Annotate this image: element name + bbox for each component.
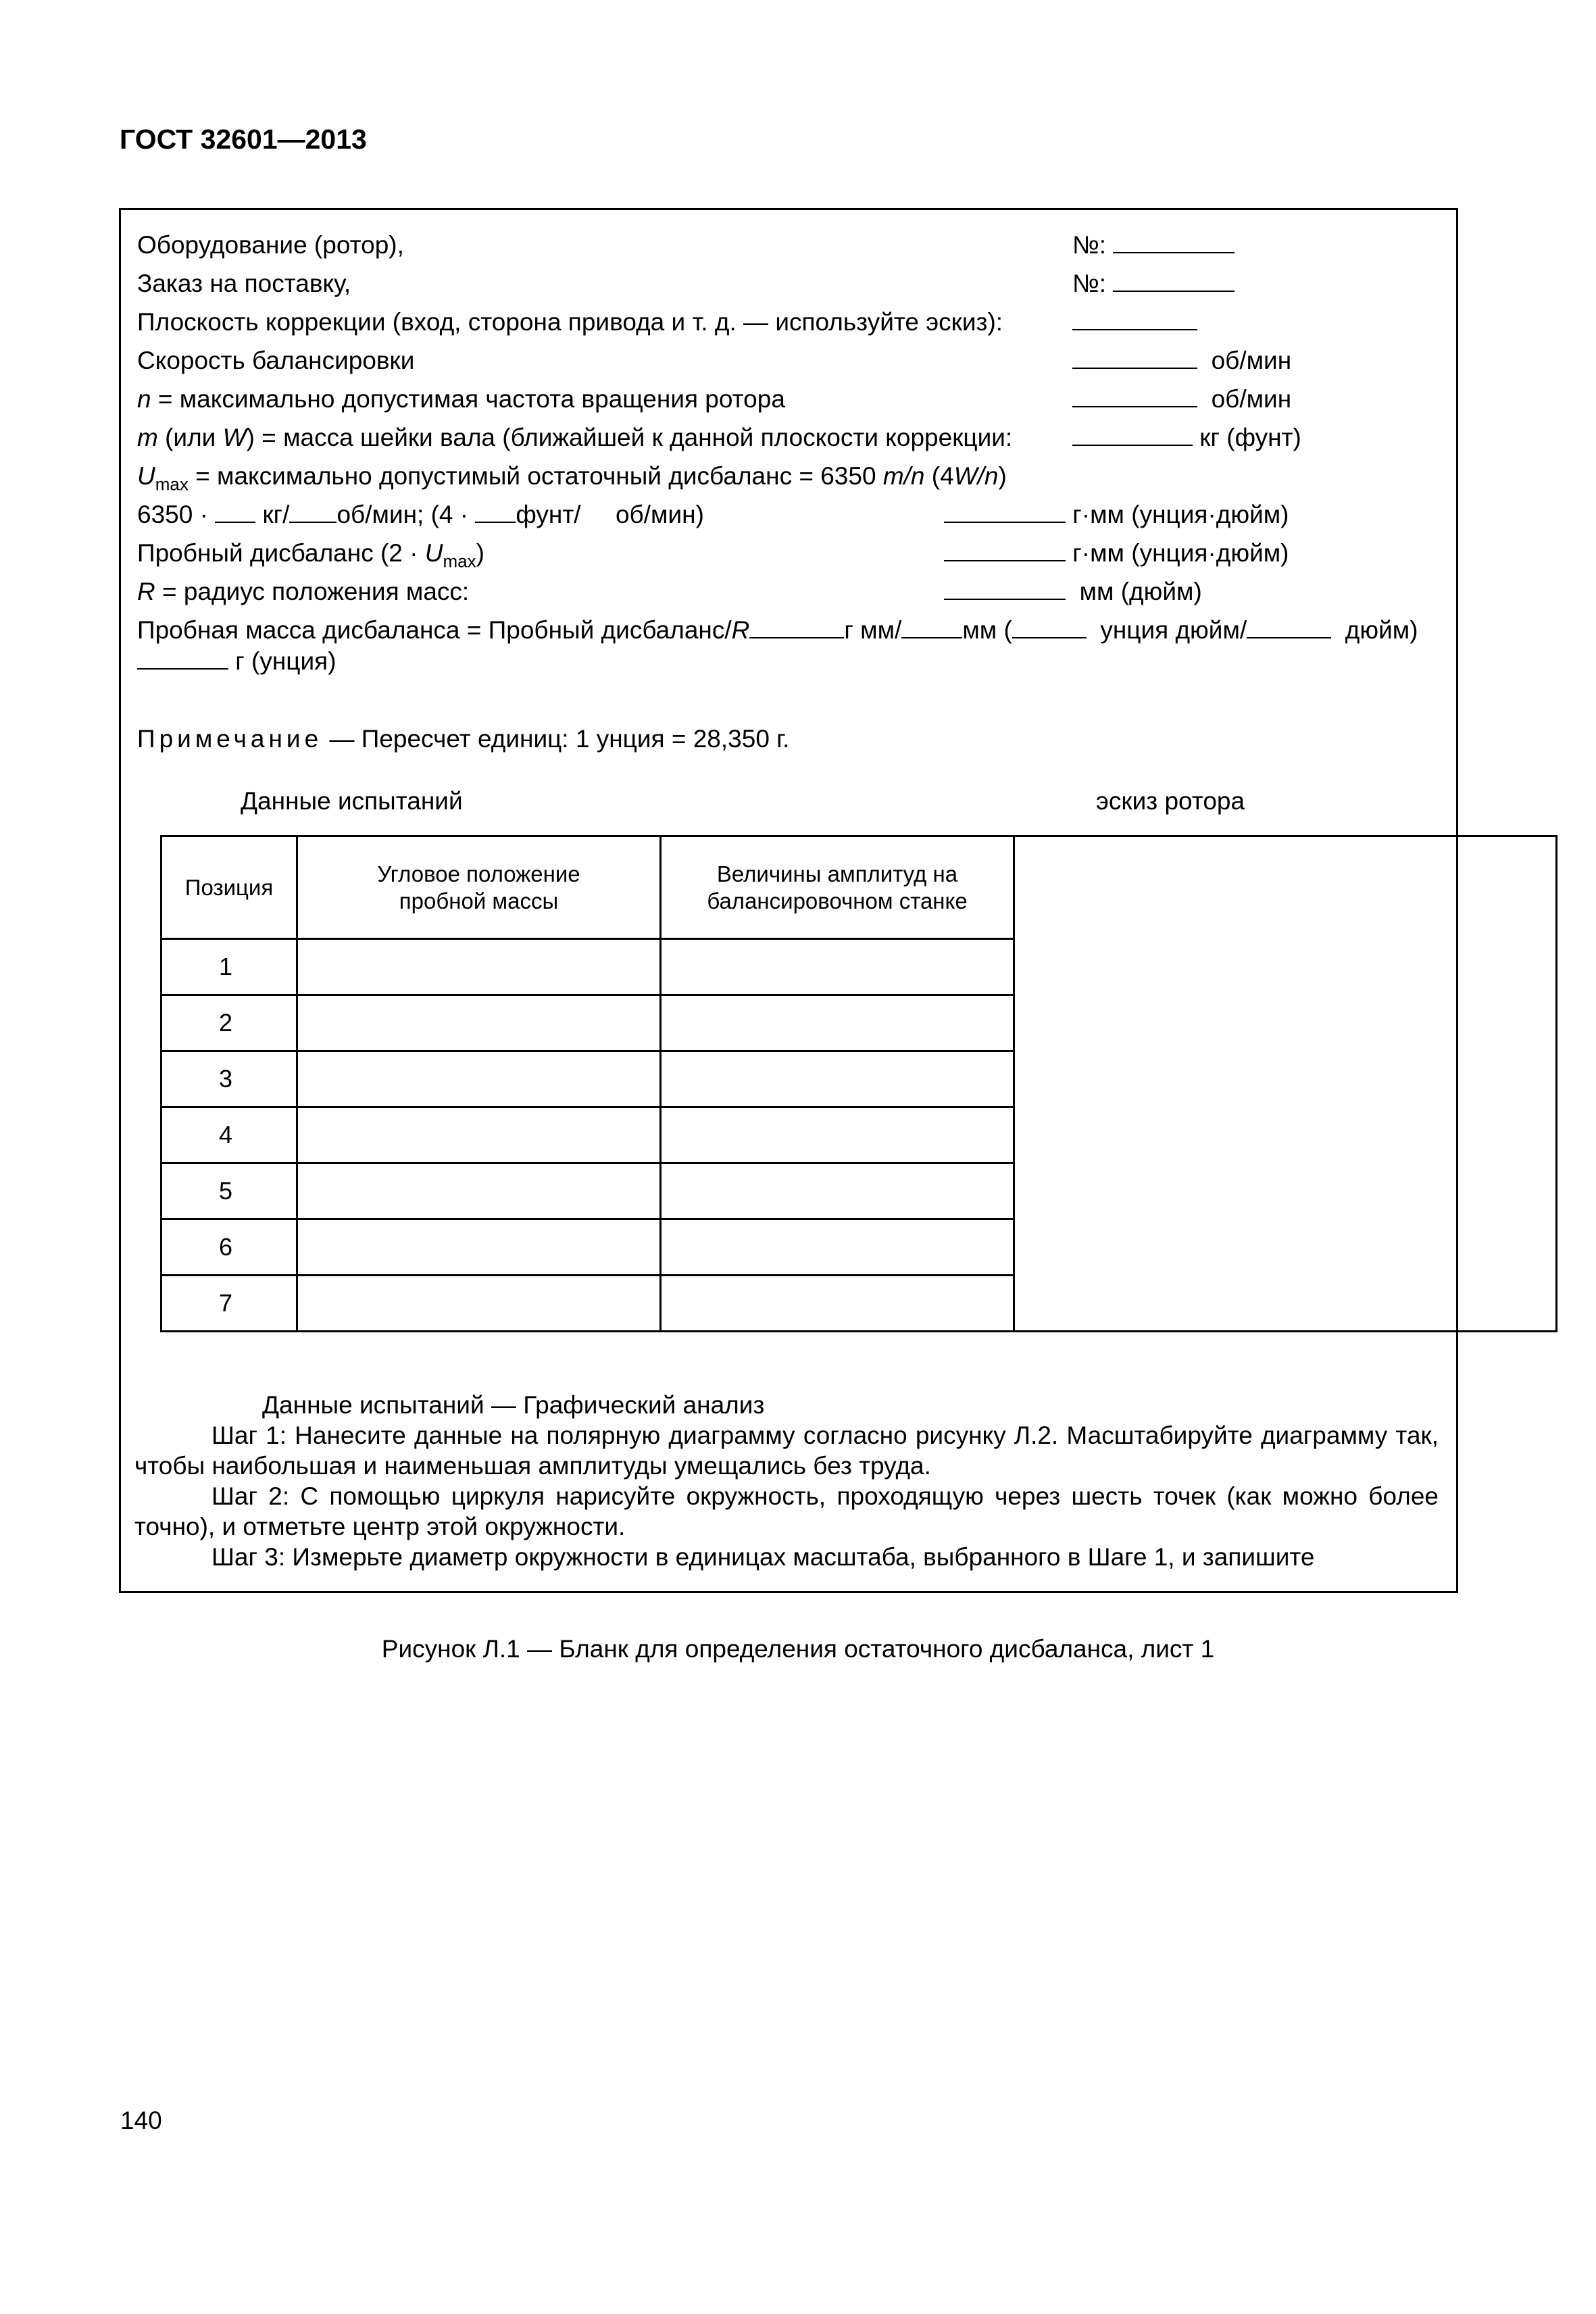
table-row-position: 1 bbox=[161, 939, 297, 995]
umax-lb-field[interactable] bbox=[475, 501, 516, 523]
radius-label: R = радиус положения масс: bbox=[137, 578, 470, 605]
angle-cell[interactable] bbox=[297, 1219, 661, 1276]
amplitude-cell[interactable] bbox=[661, 939, 1014, 995]
amplitude-cell[interactable] bbox=[661, 1051, 1014, 1107]
amplitude-cell[interactable] bbox=[661, 1219, 1014, 1276]
amplitude-cell[interactable] bbox=[661, 1107, 1014, 1163]
order-number-field[interactable] bbox=[1113, 270, 1235, 292]
angle-cell[interactable] bbox=[297, 1276, 661, 1332]
balancing-speed-label: Скорость балансировки bbox=[137, 347, 415, 374]
trial-mass-result-field[interactable] bbox=[137, 648, 228, 670]
equipment-number-field[interactable] bbox=[1113, 232, 1235, 253]
table-row-position: 2 bbox=[161, 995, 297, 1051]
amplitude-cell[interactable] bbox=[661, 1163, 1014, 1219]
radius-field[interactable] bbox=[944, 578, 1066, 600]
order-number: №: bbox=[1072, 269, 1235, 299]
equipment-number: №: bbox=[1072, 230, 1235, 260]
angle-cell[interactable] bbox=[297, 995, 661, 1051]
angle-cell[interactable] bbox=[297, 1107, 661, 1163]
umax-kg-field[interactable] bbox=[215, 501, 255, 523]
amplitude-cell[interactable] bbox=[661, 1276, 1014, 1332]
rotor-sketch-title: эскиз ротора bbox=[1096, 787, 1245, 815]
trial-unbalance-label: Пробный дисбаланс $(2 \cdot U_{max})$ bbox=[137, 539, 484, 572]
analysis-title: Данные испытаний — Графический анализ bbox=[262, 1391, 765, 1419]
umax-label: $U_{max}$ = максимально допустимый остаточный дисбаланс = 6350 m/n (4W/n) bbox=[137, 462, 1007, 495]
journal-mass-field[interactable] bbox=[1072, 424, 1193, 446]
rotor-sketch-area[interactable] bbox=[1014, 836, 1557, 1332]
equipment-label: Оборудование (ротор), bbox=[137, 231, 404, 259]
trial-unbalance-value: г·мм (унция·дюйм) bbox=[944, 538, 1289, 568]
max-speed-label: n = максимально допустимая частота вращения ротора bbox=[137, 385, 785, 413]
figure-caption: Рисунок Л.1 — Бланк для определения остаточного дисбаланса, лист 1 bbox=[381, 1635, 1215, 1663]
journal-mass-label: m (или W) = масса шейки вала (ближайшей к данной плоскости коррекции: bbox=[137, 424, 1013, 451]
table-row-position: 7 bbox=[161, 1276, 297, 1332]
test-data-table bbox=[160, 835, 1557, 1332]
test-data-title: Данные испытаний bbox=[241, 787, 463, 815]
angle-cell[interactable] bbox=[297, 939, 661, 995]
balancing-speed-field[interactable] bbox=[1072, 347, 1197, 369]
document-header: ГОСТ 32601—2013 bbox=[120, 124, 367, 155]
umax-value: г·мм (унция·дюйм) bbox=[944, 500, 1289, 530]
table-row-position: 3 bbox=[161, 1051, 297, 1107]
trial-mass-label: Пробная масса дисбаланса = Пробный дисбаланс/R г мм/ мм ( унция дюйм/ дюйм) bbox=[137, 616, 1418, 644]
umax-rpm-field[interactable] bbox=[289, 501, 336, 523]
trial-mass-in-field[interactable] bbox=[1247, 617, 1331, 638]
header-amplitude: Величины амплитуд на балансировочном станке bbox=[661, 836, 1014, 939]
umax-calc: 6350 · кг/ об/мин; (4 · фунт/ об/мин) bbox=[137, 501, 704, 528]
max-speed-field[interactable] bbox=[1072, 386, 1197, 407]
note: Примечание — Пересчет единиц: 1 унция = 28,350 г. bbox=[137, 725, 790, 753]
header-angular-position: Угловое положение пробной массы bbox=[297, 836, 661, 939]
step-2: Шаг 2: С помощью циркуля нарисуйте окружность, проходящую через шесть точек (как можно более точно), и отметьте центр этой окружности. bbox=[134, 1482, 1439, 1540]
trial-mass-result: г (унция) bbox=[137, 647, 336, 676]
step-3: Шаг 3: Измерьте диаметр окружности в единицах масштаба, выбранного в Шаге 1, и запишите bbox=[211, 1543, 1315, 1571]
amplitude-cell[interactable] bbox=[661, 995, 1014, 1051]
trial-mass-mm-field[interactable] bbox=[901, 617, 962, 638]
umax-result-field[interactable] bbox=[944, 501, 1066, 523]
max-speed-value: об/мин bbox=[1072, 384, 1291, 414]
header-position: Позиция bbox=[161, 836, 297, 939]
table-row-position: 4 bbox=[161, 1107, 297, 1163]
table-row-position: 5 bbox=[161, 1163, 297, 1219]
correction-plane-field[interactable] bbox=[1072, 309, 1197, 330]
correction-plane-value bbox=[1072, 307, 1197, 337]
balancing-speed-value: об/мин bbox=[1072, 346, 1291, 376]
trial-mass-oz-field[interactable] bbox=[1012, 617, 1087, 638]
trial-mass-g-field[interactable] bbox=[749, 617, 844, 638]
order-label: Заказ на поставку, bbox=[137, 270, 351, 297]
angle-cell[interactable] bbox=[297, 1051, 661, 1107]
trial-unbalance-field[interactable] bbox=[944, 540, 1066, 561]
radius-value: мм (дюйм) bbox=[944, 577, 1202, 607]
correction-plane-label: Плоскость коррекции (вход, сторона привода и т. д. — используйте эскиз): bbox=[137, 308, 1003, 336]
step-1: Шаг 1: Нанесите данные на полярную диаграмму согласно рисунку Л.2. Масштабируйте диаграмму так, чтобы наибольшая и наименьшая амплитуды умещались без труда. bbox=[134, 1422, 1439, 1480]
angle-cell[interactable] bbox=[297, 1163, 661, 1219]
page-number: 140 bbox=[120, 2107, 162, 2134]
table-row-position: 6 bbox=[161, 1219, 297, 1276]
journal-mass-value: кг (фунт) bbox=[1072, 423, 1301, 453]
